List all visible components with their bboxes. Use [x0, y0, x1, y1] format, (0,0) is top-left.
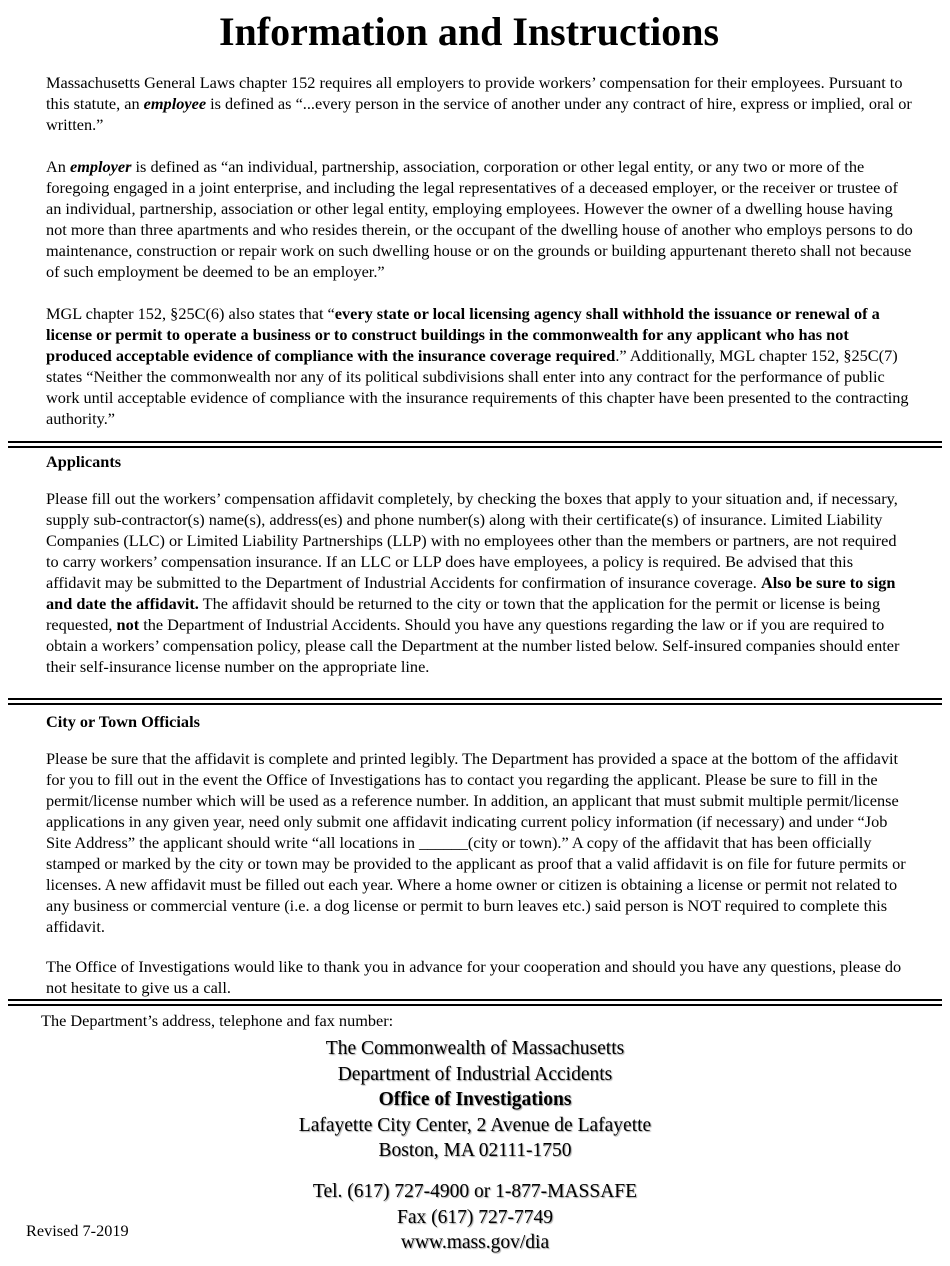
telephone-number: Tel. (617) 727-4900 or 1-877-MASSAFE — [312, 1181, 638, 1202]
sign-date-notice: Also be sure to sign and date the affidavit. — [46, 573, 896, 613]
contact-numbers-block — [200, 1179, 750, 1256]
employee-definition-paragraph: Massachusetts General Laws chapter 152 requires all employers to provide workers’ compensation for their employees. Pursuant to this statute, an employee is defined as “...every person in the service of another under any contract of hire, express or implied, oral or written.” — [46, 73, 912, 134]
thanks-paragraph: The Office of Investigations would like to thank you in advance for your cooperation and should you have any questions, please do not hesitate to give us a call. — [46, 957, 902, 997]
street-address: Lafayette City Center, 2 Avenue de Lafayette — [298, 1114, 652, 1136]
mgl-statute-paragraph: MGL chapter 152, §25C(6) also states that “every state or local licensing agency shall withhold the issuance or renewal of a license or permit to operate a business or to construct buildings in the commonwealth for any applicant who has not produced acceptable evidence of compliance with the insurance coverage required.” Additionally, MGL chapter 152, §25C(7) states “Neither the commonwealth nor any of its political subdivisions shall enter into any contract for the performance of public work until acceptable evidence of compliance with the insurance requirements of this chapter have been presented to the contracting authority.” — [46, 304, 909, 428]
department-line: Department of Industrial Accidents — [337, 1063, 613, 1085]
city-state-zip: Boston, MA 02111-1750 — [378, 1140, 572, 1161]
department-address-block — [200, 1036, 750, 1164]
statute-bold-quote: every state or local licensing agency shall withhold the issuance or renewal of a license or permit to operate a business or to construct buildings in the commonwealth for any applicant who has not produced acceptable evidence of compliance with the insurance coverage required — [46, 304, 880, 365]
employer-definition-paragraph: An employer is defined as “an individual, partnership, association, corporation or other legal entity, or any two or more of the foregoing engaged in a joint enterprise, and including the legal representatives of a deceased employer, or the receiver or trustee of an individual, partnership, association or other legal entity, employing employees. However the owner of a dwelling house having not more than three apartments and who resides therein, or the occupant of the dwelling house of another who employs persons to do maintenance, construction or repair work on such dwelling house or on the grounds or building appurtenant thereto shall not because of such employment be deemed to be an employer.” — [46, 157, 913, 281]
section-divider — [8, 441, 942, 448]
contact-intro: The Department’s address, telephone and fax number: — [41, 1011, 394, 1030]
applicants-paragraph: Please fill out the workers’ compensation affidavit completely, by checking the boxes that apply to your situation and, if necessary, supply sub-contractor(s) name(s), address(es) and phone number(s) along with their certificate(s) of insurance. Limited Liability Companies (LLC) or Limited Liability Partnerships (LLP) with no employees other than the members or partners, are not required to carry workers’ compensation insurance. If an LLC or LLP does have employees, a policy is required. Be advised that this affidavit may be submitted to the Department of Industrial Accidents for confirmation of insurance coverage. Also be sure to sign and date the affidavit. The affidavit should be returned to the city or town that the application for the permit or license is being requested, not the Department of Industrial Accidents. Should you have any questions regarding the law or if you are required to obtain a workers’ compensation policy, please call the Department at the number listed below. Self-insured companies should enter their self-insurance license number on the appropriate line. — [46, 489, 900, 676]
fax-number: Fax (617) 727-7749 — [397, 1206, 553, 1228]
commonwealth-line: The Commonwealth of Massachusetts — [325, 1038, 625, 1059]
employer-term: employer — [69, 157, 132, 176]
employee-term: employee — [143, 94, 207, 113]
office-line: Office of Investigations — [378, 1089, 572, 1110]
page-title: Information and Instructions — [218, 9, 720, 54]
section-divider — [8, 999, 942, 1006]
officials-heading: City or Town Officials — [46, 712, 200, 731]
officials-paragraph: Please be sure that the affidavit is complete and printed legibly. The Department has provided a space at the bottom of the affidavit for you to fill out in the event the Office of Investigations has to contact you regarding the applicant. Please be sure to fill in the permit/license number which will be used as a reference number. In addition, an applicant that must submit multiple permit/license applications in any given year, need only submit one affidavit indicating current policy information (if necessary) and under “Job Site Address” the applicant should write “all locations in ______(city or town).” A copy of the affidavit that has been officially stamped or marked by the city or town may be provided to the applicant as proof that a valid affidavit is on file for future permits or licenses. A new affidavit must be filled out each year. Where a home owner or citizen is obtaining a license or permit not related to any business or commercial venture (i.e. a dog license or permit to burn leaves etc.) said person is NOT required to complete this affidavit. — [46, 749, 906, 936]
applicants-heading: Applicants — [46, 452, 122, 471]
section-divider — [8, 698, 942, 705]
website-link[interactable]: www.mass.gov/dia — [400, 1232, 550, 1253]
revision-date: Revised 7-2019 — [26, 1221, 129, 1240]
